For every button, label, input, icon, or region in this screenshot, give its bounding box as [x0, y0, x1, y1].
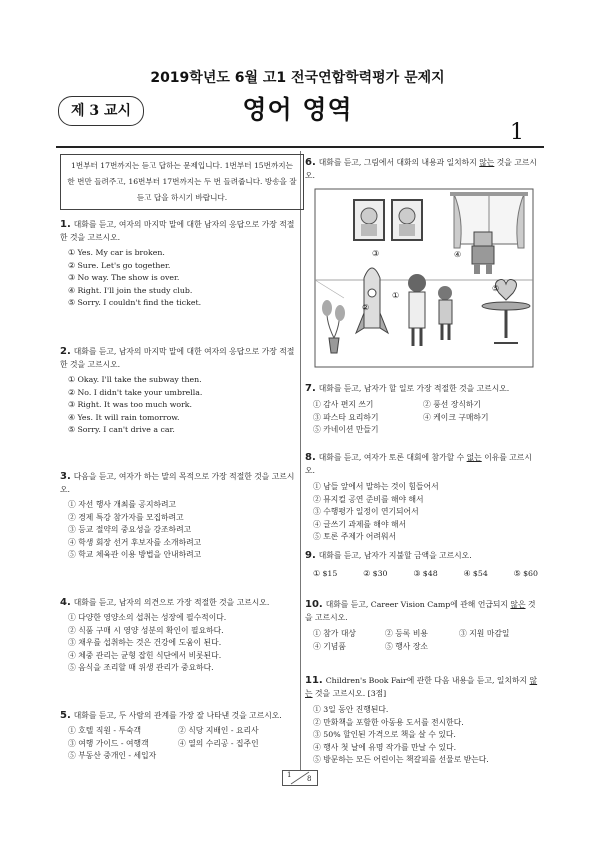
option: ④ 학생 회장 선거 후보자를 소개하려고 [68, 537, 202, 547]
label-3: ③ [372, 249, 380, 258]
question-text: 대화를 듣고, 그림에서 대화의 내용과 일치하지 [318, 158, 480, 167]
question-number: 10. [305, 599, 323, 610]
option: ④ 열의 수리공 - 집주인 [178, 738, 259, 748]
option: ② Sure. Let's go together. [68, 260, 171, 270]
question-5 [60, 709, 296, 763]
header-rule [56, 146, 544, 148]
option: ④ 행사 첫 날에 유명 작가를 만날 수 있다. [313, 742, 457, 752]
option: ③ 등교 절약의 중요성을 강조하려고 [68, 525, 192, 534]
option: ③ 파스타 요리하기 [313, 412, 379, 422]
option: ③ 채우를 섭취하는 것은 건강에 도움이 된다. [68, 638, 222, 647]
question-text-end: 것을 고르시오. [305, 158, 537, 180]
subject-title: 영어 영역 [242, 95, 353, 124]
question-8 [305, 451, 541, 544]
option: ① 다양한 영양소의 섭취는 성장에 필수적이다. [68, 613, 227, 622]
question-6 [305, 156, 541, 182]
option: ① Okay. I'll take the subway then. [68, 375, 202, 384]
option: ④ 글쓰기 과제를 해야 해서 [313, 519, 407, 529]
question-text: 대화를 듣고, 두 사람의 관계를 가장 잘 나타낸 것을 고르시오. [73, 711, 282, 720]
option: ② 식품 구매 시 영양 성분의 확인이 필요하다. [68, 625, 224, 635]
option: ④ Right. I'll join the study club. [68, 285, 193, 295]
option: ③ $48 [413, 569, 438, 578]
question-11 [305, 674, 541, 767]
question-2 [60, 345, 296, 437]
option: ② 만화책을 포함한 아동용 도서를 전시한다. [313, 717, 464, 727]
option: ④ 기념품 [313, 641, 346, 651]
total-pages: 8 [307, 775, 312, 783]
option: ⑤ 카네이션 만들기 [313, 425, 379, 434]
option: ① 자선 행사 개최를 공지하려고 [68, 500, 177, 509]
option: ② No. I didn't take your umbrella. [68, 387, 203, 397]
underlined-word: 않은 [510, 600, 526, 609]
option: ③ 여행 가이드 - 여행객 [68, 738, 149, 748]
option: ② 경제 특강 참가자를 모집하려고 [68, 512, 184, 522]
option: ③ 수행평가 일정이 연기되어서 [313, 507, 419, 516]
option: ⑤ $60 [513, 569, 538, 578]
option: ② 뮤지컬 공연 준비를 해야 해서 [313, 494, 424, 504]
option: ⑤ 부동산 중개인 - 세입자 [68, 751, 157, 760]
option: ② 풍선 장식하기 [423, 400, 481, 409]
session-badge: 제 3 교시 [58, 96, 144, 126]
option: ① 3일 동안 진행된다. [313, 705, 389, 714]
question-text: 대화를 듣고, 여자가 토론 대회에 참가할 수 [318, 453, 467, 462]
option: ② $30 [363, 569, 388, 578]
option: ① Yes. My car is broken. [68, 248, 165, 257]
question-4 [60, 596, 296, 675]
question-number: 1. [60, 219, 71, 230]
label-2: ② [362, 303, 370, 312]
current-page: 1 [287, 771, 292, 779]
question-9 [305, 549, 541, 581]
option: ⑤ Sorry. I couldn't find the ticket. [68, 298, 202, 307]
question-7 [305, 382, 541, 437]
question-1 [60, 218, 296, 310]
question-text-end: 것을 고르시오. [305, 600, 536, 622]
option: ⑤ 학교 체육관 이용 방법을 안내하려고 [68, 550, 202, 559]
question-number: 5. [60, 710, 71, 721]
option: ① $15 [313, 569, 338, 578]
question-number: 7. [305, 383, 316, 394]
option: ③ No way. The show is over. [68, 273, 180, 282]
exam-title: 2019학년도 6월 고1 전국연합학력평가 문제지 [150, 70, 445, 86]
option: ⑤ 토론 주제가 어려워서 [313, 532, 397, 541]
option: ① 참가 대상 [313, 629, 356, 638]
column-divider [300, 151, 301, 771]
question-number: 4. [60, 597, 71, 608]
question-text: 대화를 듣고, 남자의 마지막 말에 대한 여자의 응답으로 가장 적절한 것을 고르시오. [60, 347, 295, 369]
option: ⑤ 음식을 조리할 때 위생 관리가 중요하다. [68, 663, 214, 672]
option: ③ 지원 마감일 [459, 629, 510, 638]
question-text: 대화를 듣고, 남자의 의견으로 가장 적절한 것을 고르시오. [73, 598, 270, 607]
underlined-word: 않는 [305, 676, 538, 698]
option: ④ 케이크 구매하기 [423, 412, 489, 422]
option: ① 감사 편지 쓰기 [313, 400, 374, 409]
question-3 [60, 470, 296, 562]
option: ④ $54 [463, 569, 488, 578]
question-number: 11. [305, 675, 323, 686]
question-number: 8. [305, 452, 316, 463]
question-10 [305, 598, 541, 653]
option: ⑤ 방문하는 모든 어린이는 책갈피를 선물로 받는다. [313, 755, 489, 764]
question-text: Children's Book Fair에 관한 다음 내용을 듣고, 일치하지 [325, 676, 530, 685]
page-number: 1 [510, 120, 524, 145]
option: ④ 체중 관리는 균형 잡힌 식단에서 비롯된다. [68, 650, 222, 660]
underlined-word: 않는 [479, 158, 495, 167]
option: ① 남들 앞에서 말하는 것이 힘들어서 [313, 482, 439, 491]
question-text: 다음을 듣고, 여자가 하는 말의 목적으로 가장 적절한 것을 고르시오. [60, 472, 295, 494]
page-indicator [282, 770, 318, 786]
question-text: 대화를 듣고, 남자가 지불할 금액을 고르시오. [318, 551, 472, 560]
question-number: 3. [60, 471, 71, 482]
option: ⑤ 행사 장소 [385, 641, 428, 651]
option: ② 식당 지배인 - 요리사 [178, 726, 259, 735]
listening-notice: 1번부터 17번까지는 듣고 답하는 문제입니다. 1번부터 15번까지는 한 번만 들려주고, 16번부터 17번까지는 두 번 들려줍니다. 방송을 잘 듣고 답을 하시기 바랍니다. [60, 154, 304, 210]
question-text: 대화를 듣고, 남자가 할 일로 가장 적절한 것을 고르시오. [318, 384, 510, 393]
option: ② 등록 비용 [385, 629, 428, 638]
question-text: 대화를 듣고, Career Vision Camp에 관해 언급되지 [325, 600, 511, 609]
label-1: ① [392, 291, 400, 300]
option: ③ 50% 할인된 가격으로 책을 살 수 있다. [313, 730, 456, 739]
option: ① 호텔 직원 - 투숙객 [68, 726, 142, 735]
label-5: ⑤ [492, 284, 500, 293]
option: ③ Right. It was too much work. [68, 400, 193, 409]
option: ⑤ Sorry. I can't drive a car. [68, 425, 175, 434]
classroom-illustration [314, 188, 534, 368]
option: ④ Yes. It will rain tomorrow. [68, 412, 180, 422]
question-text-end: 이유를 고르시오. [305, 453, 532, 475]
label-4: ④ [454, 250, 462, 259]
question-number: 9. [305, 550, 316, 561]
underlined-word: 없는 [466, 453, 482, 462]
frame-right [392, 200, 422, 240]
question-text: 대화를 듣고, 여자의 마지막 말에 대한 남자의 응답으로 가장 적절한 것을 고르시오. [60, 220, 295, 242]
frame-left [354, 200, 384, 240]
question-number: 6. [305, 157, 316, 168]
question-text-end: 것을 고르시오. [3점] [312, 689, 387, 698]
question-number: 2. [60, 346, 71, 357]
